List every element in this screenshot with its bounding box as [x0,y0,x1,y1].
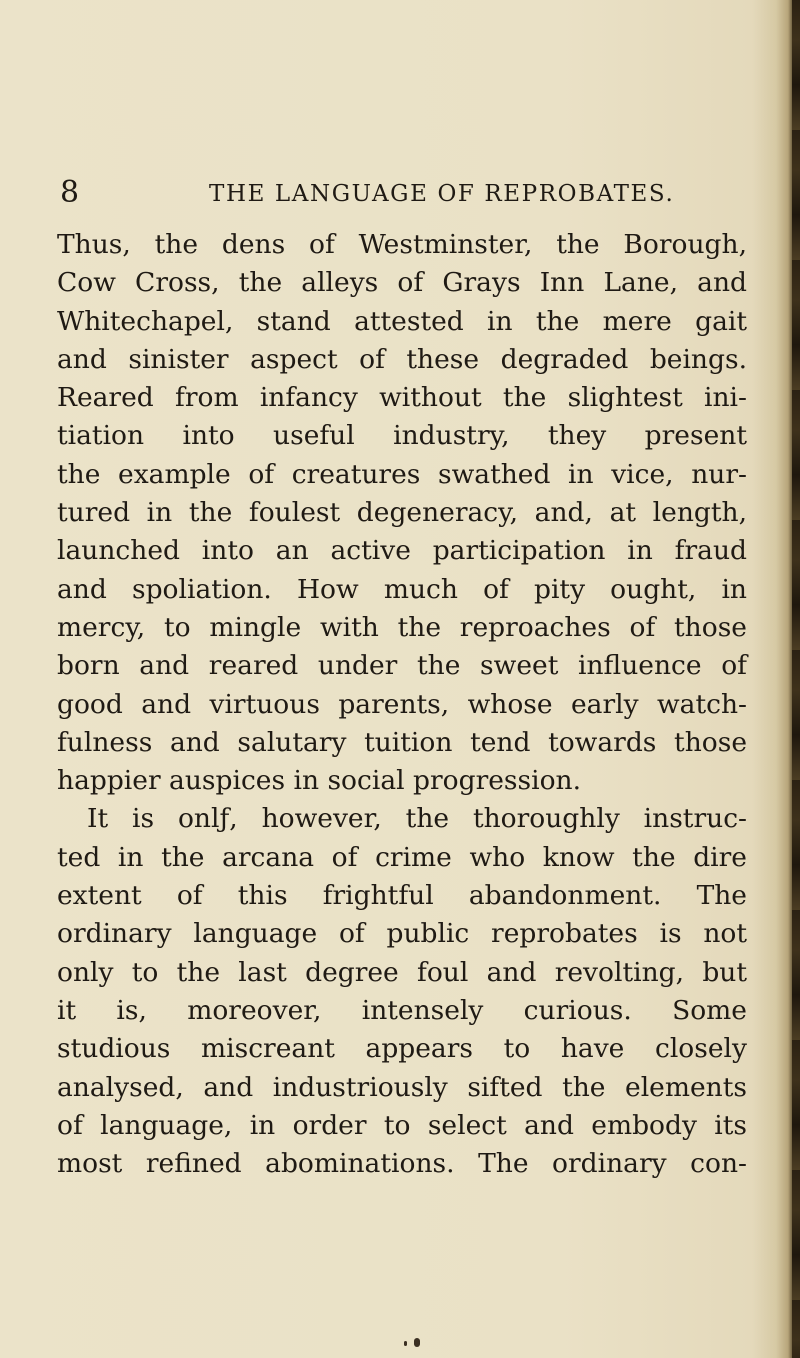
text-line: happier auspices in social progression. [57,765,582,797]
text-line: and sinister aspect of these degraded beings. [57,343,747,375]
text-line: good and virtuous parents, whose early watch- [57,688,747,720]
text-line: Whitechapel, stand attested in the mere gait [57,305,747,337]
text-line: ted in the arcana of crime who know the dire [57,841,747,873]
text-line: most refined abominations. The ordinary con- [57,1148,747,1180]
page-number: 8 [60,175,80,210]
text-line: It is onlƒ, however, the thoroughly instruc- [87,803,747,835]
text-line: ordinary language of public reprobates is not [57,918,747,950]
text-line: analysed, and industriously sifted the elements [57,1071,747,1103]
text-line: it is, moreover, intensely curious. Some [57,994,747,1026]
ink-speck [404,1341,407,1346]
running-title: THE LANGUAGE OF REPROBATES. [209,181,675,207]
text-line: studious miscreant appears to have closely [57,1033,747,1065]
text-line: only to the last degree foul and revolting, but [57,956,747,988]
text-line: extent of this frightful abandonment. The [57,880,747,912]
text-line: Thus, the dens of Westminster, the Borough, [57,229,747,260]
running-head [0,173,800,213]
text-line: launched into an active participation in fraud [57,535,747,567]
text-line: tiation into useful industry, they present [57,420,747,452]
text-line: Cow Cross, the alleys of Grays Inn Lane, and [57,267,747,299]
text-line: of language, in order to select and embody its [57,1109,747,1141]
text-line: and spoliation. How much of pity ought, in [57,573,747,605]
text-line: born and reared under the sweet influence of [57,650,747,682]
text-line: the example of creatures swathed in vice, nur- [57,458,747,490]
text-line: Reared from infancy without the slightest ini- [57,382,747,414]
ink-speck [414,1338,420,1347]
text-line: tured in the foulest degeneracy, and, at length, [57,497,747,529]
text-line: mercy, to mingle with the reproaches of those [57,611,747,643]
text-line: fulness and salutary tuition tend towards those [57,726,747,758]
body-text [57,226,747,1183]
page-edge-shadow [792,0,800,1358]
